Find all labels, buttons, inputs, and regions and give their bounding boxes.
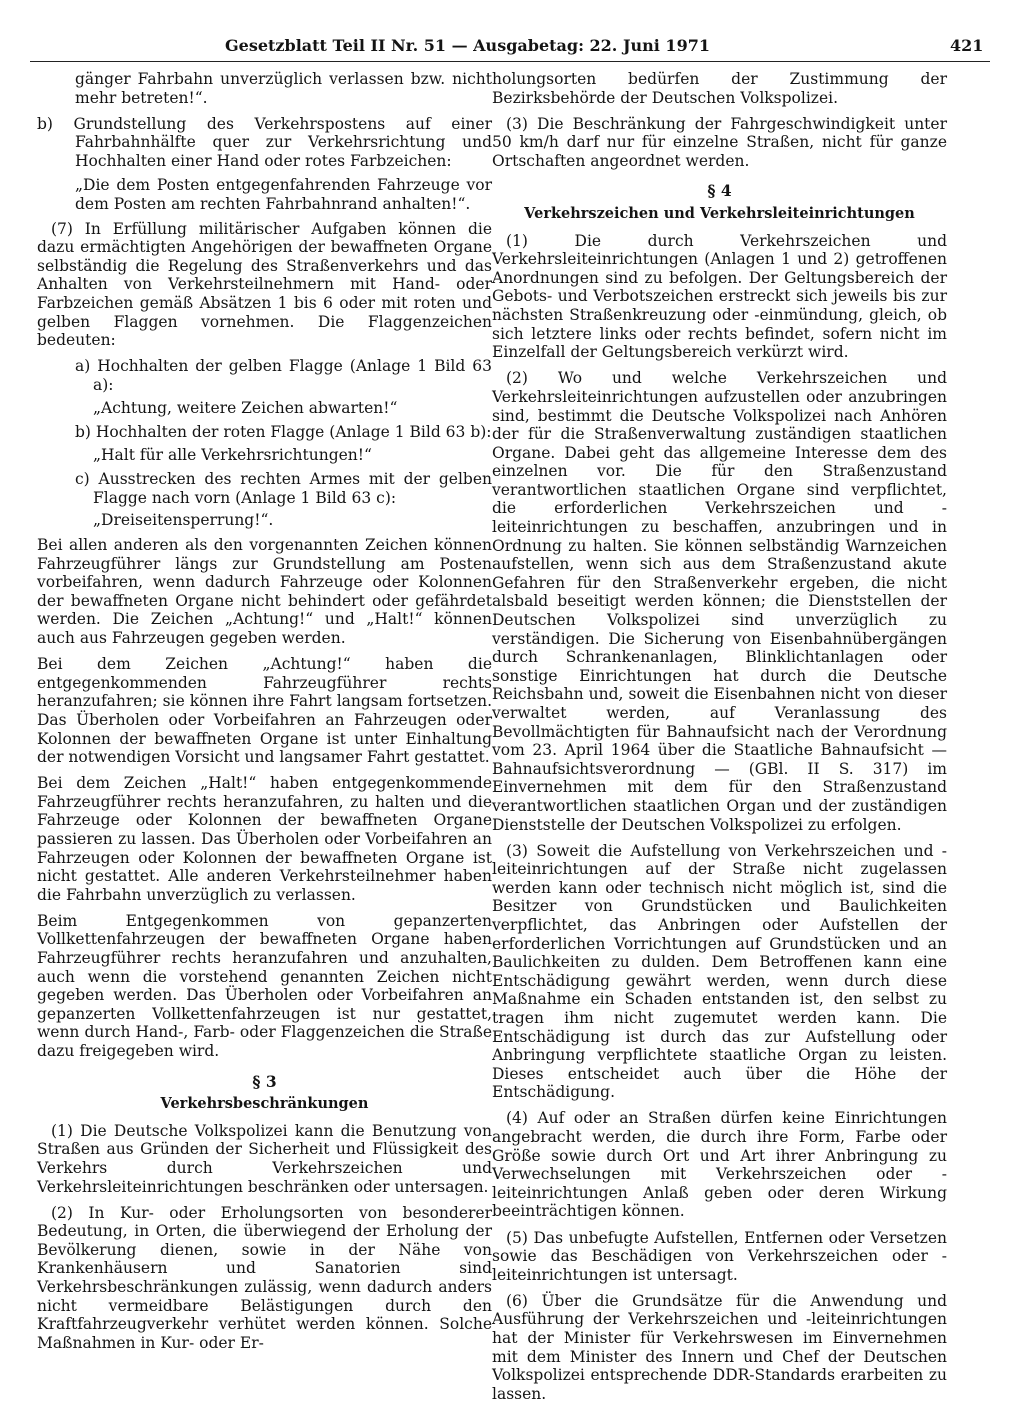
item-b: b) Grundstellung des Verkehrspostens auf einer Fahrbahnhälfte quer zur Verkehrsrichtung und Hochhalten einer Hand oder rotes Farbzeichen: xyxy=(37,114,492,170)
continued-text: holungsorten bedürfen der Zustimmung der Bezirksbehörde der Deutschen Volkspolizei. xyxy=(492,70,947,107)
section-4-paragraph-2: (2) Wo und welche Verkehrszeichen und Verkehrsleiteinrichtungen aufzustellen oder anzubringen sind, bestimmt die Deutsche Volkspolizei nach Anhören der für die Straßenverwaltung zuständigen staatlichen Organe. Dabei geht das allgemeine Interesse dem des einzelnen vor. Die für den Straßenzustand verantwortlichen staatlichen Organe sind verpflichtet, die erforderlichen Verkehrszeichen und -leiteinrichtungen zu beschaffen, anzubringen und in Ordnung zu halten. Sie können selbständig Warnzeichen aufstellen, wenn sich aus dem Straßenzustand akute Gefahren für den Straßenverkehr ergeben, die nicht alsbald beseitigt werden können; die Dienststellen der Deutschen Volkspolizei sind unverzüglich zu verständigen. Die Sicherung von Eisenbahnübergängen durch Schrankenanlagen, Blinklichtanlagen oder sonstige Einrichtungen hat durch die Deutsche Reichsbahn und, soweit die Eisenbahnen nicht von dieser verwaltet werden, auf Veranlassung des Bevollmächtigten für Bahnaufsicht nach der Verordnung vom 23. April 1964 über die Staatliche Bahnaufsicht — Bahnaufsichtsverordnung — (GBl. II S. 317) im Einvernehmen mit dem für den Straßenzustand verantwortlichen staatlichen Organ und der zuständigen Dienststelle der Deutschen Volkspolizei zu erfolgen. xyxy=(492,369,947,834)
flag-signals-list xyxy=(37,357,492,530)
section-3-paragraph-1: (1) Die Deutsche Volkspolizei kann die Benutzung von Straßen aus Gründen der Sicherheit und Flüssigkeit des Verkehrs durch Verkehrszeichen und Verkehrsleiteinrichtungen beschränken oder untersagen. xyxy=(37,1121,492,1196)
section-3-paragraph-3: (3) Die Beschränkung der Fahrgeschwindigkeit unter 50 km/h darf nur für einzelne Straßen, nicht für ganze Ortschaften angeordnet werden. xyxy=(492,114,947,170)
item-b-quote: „Die dem Posten entgegenfahrenden Fahrzeuge vor dem Posten am rechten Fahrbahnrand anhalten!“. xyxy=(75,176,492,214)
continued-text: gänger Fahrbahn unverzüglich verlassen bzw. nicht mehr betreten!“. xyxy=(75,70,492,107)
flag-item-c: c) Ausstrecken des rechten Armes mit der gelben Flagge nach vorn (Anlage 1 Bild 63 c): xyxy=(75,470,492,507)
section-4-paragraph-3: (3) Soweit die Aufstellung von Verkehrszeichen und -leiteinrichtungen auf der Straße nicht zugelassen werden kann oder technisch nicht möglich ist, sind die Besitzer von Grundstücken und Baulichkeiten verpflichtet, das Anbringen oder Aufstellen der erforderlichen Vorrichtungen auf Grundstücken und an Baulichkeiten zu dulden. Dem Betroffenen kann eine Entschädigung gewährt werden, wenn durch diese Maßnahme ein Schaden entstanden ist, den selbst zu tragen ihm nicht zugemutet werden kann. Die Entschädigung ist durch das zur Aufstellung oder Anbringung verpflichtete staatliche Organ zu leisten. Dieses entscheidet auch über die Höhe der Entschädigung. xyxy=(492,841,947,1102)
paragraph-tracked-vehicles: Beim Entgegenkommen von gepanzerten Vollkettenfahrzeugen der bewaffneten Organe haben Fahrzeugführer rechts heranzufahren und anzuhalten, auch wenn die vorstehend genannten Zeichen nicht gegeben werden. Das Überholen oder Vorbeifahren an gepanzerten Vollkettenfahrzeugen ist nur gestattet, wenn durch Hand-, Farb- oder Flaggenzeichen die Straße dazu freigegeben wird. xyxy=(37,911,492,1060)
section-4-number: § 4 xyxy=(707,181,732,201)
right-column xyxy=(492,70,947,1411)
running-title: Gesetzblatt Teil II Nr. 51 — Ausgabetag: 22. Juni 1971 xyxy=(225,36,710,55)
page-number: 421 xyxy=(950,36,984,55)
section-4-title: Verkehrszeichen und Verkehrsleiteinrichtungen xyxy=(524,205,915,223)
section-3-title: Verkehrsbeschränkungen xyxy=(160,1095,369,1113)
flag-item-b: b) Hochhalten der roten Flagge (Anlage 1 Bild 63 b): xyxy=(75,423,492,442)
section-3-paragraph-2: (2) In Kur- oder Erholungsorten von besonderer Bedeutung, in Orten, die überwiegend der Erholung der Bevölkerung dienen, sowie in der Nähe von Krankenhäusern und Sanatorien sind Verkehrsbeschränkungen zulässig, wenn dadurch anders nicht vermeidbare Belästigungen durch den Kraftfahrzeugverkehr verhütet werden können. Solche Maßnahmen in Kur- oder Er- xyxy=(37,1203,492,1352)
header-rule xyxy=(30,61,990,62)
paragraph-7: (7) In Erfüllung militärischer Aufgaben können die dazu ermächtigten Angehörigen der bewaffneten Organe selbständig die Regelung des Straßenverkehrs und das Anhalten von Verkehrsteilnehmern mit Hand- oder Farbzeichen gemäß Absätzen 1 bis 6 oder mit roten und gelben Flaggen vornehmen. Die Flaggenzeichen bedeuten: xyxy=(37,219,492,350)
paragraph-halt: Bei dem Zeichen „Halt!“ haben entgegenkommende Fahrzeugführer rechts heranzufahren, zu halten und die Fahrzeuge oder Kolonnen der bewaffneten Organe passieren zu lassen. Das Überholen oder Vorbeifahren an Fahrzeugen oder Kolonnen der bewaffneten Organe ist nicht gestattet. Alle anderen Verkehrsteilnehmer haben die Fahrbahn unverzüglich zu verlassen. xyxy=(37,774,492,904)
left-column xyxy=(37,70,492,1360)
flag-item-b-quote: „Halt für alle Verkehrsrichtungen!“ xyxy=(93,445,372,464)
paragraph-other-signals: Bei allen anderen als den vorgenannten Zeichen können Fahrzeugführer längs zur Grundstellung am Posten vorbeifahren, wenn dadurch Fahrzeuge oder Kolonnen der bewaffneten Organe nicht behindert oder gefährdet werden. Die Zeichen „Achtung!“ und „Halt!“ können auch aus Fahrzeugen gegeben werden. xyxy=(37,536,492,648)
section-4-paragraph-6: (6) Über die Grundsätze für die Anwendung und Ausführung der Verkehrszeichen und -leiteinrichtungen hat der Minister für Verkehrswesen im Einvernehmen mit dem Minister des Innern und Chef der Deutschen Volkspolizei entsprechende DDR-Standards erarbeiten zu lassen. xyxy=(492,1291,947,1403)
flag-item-c-quote: „Dreiseitensperrung!“. xyxy=(93,511,274,530)
flag-item-a-quote: „Achtung, weitere Zeichen abwarten!“ xyxy=(93,398,398,417)
section-4-paragraph-4: (4) Auf oder an Straßen dürfen keine Einrichtungen angebracht werden, die durch ihre Form, Farbe oder Größe sowie durch Ort und Art ihrer Anbringung zu Verwechselungen mit Verkehrszeichen oder -leiteinrichtungen Anlaß geben oder deren Wirkung beeinträchtigen können. xyxy=(492,1109,947,1221)
section-4-paragraph-5: (5) Das unbefugte Aufstellen, Entfernen oder Versetzen sowie das Beschädigen von Verkehrszeichen oder -leiteinrichtungen ist untersagt. xyxy=(492,1228,947,1284)
section-4-paragraph-1: (1) Die durch Verkehrszeichen und Verkehrsleiteinrichtungen (Anlagen 1 und 2) getroffenen Anordnungen sind zu befolgen. Der Geltungsbereich der Gebots- und Verbotszeichen erstreckt sich jeweils bis zur nächsten Straßenkreuzung oder -einmündung, gleich, ob sich letztere links oder rechts befindet, sofern nicht im Einzelfall der Geltungsbereich verkürzt wird. xyxy=(492,231,947,362)
section-3-number: § 3 xyxy=(252,1071,277,1091)
paragraph-achtung: Bei dem Zeichen „Achtung!“ haben die entgegenkommenden Fahrzeugführer rechts heranzufahren; sie können ihre Fahrt langsam fortsetzen. Das Überholen oder Vorbeifahren an Fahrzeugen oder Kolonnen der bewaffneten Organe ist unter Einhaltung der notwendigen Vorsicht und langsamer Fahrt gestattet. xyxy=(37,655,492,767)
flag-item-a: a) Hochhalten der gelben Flagge (Anlage 1 Bild 63 a): xyxy=(75,357,492,394)
